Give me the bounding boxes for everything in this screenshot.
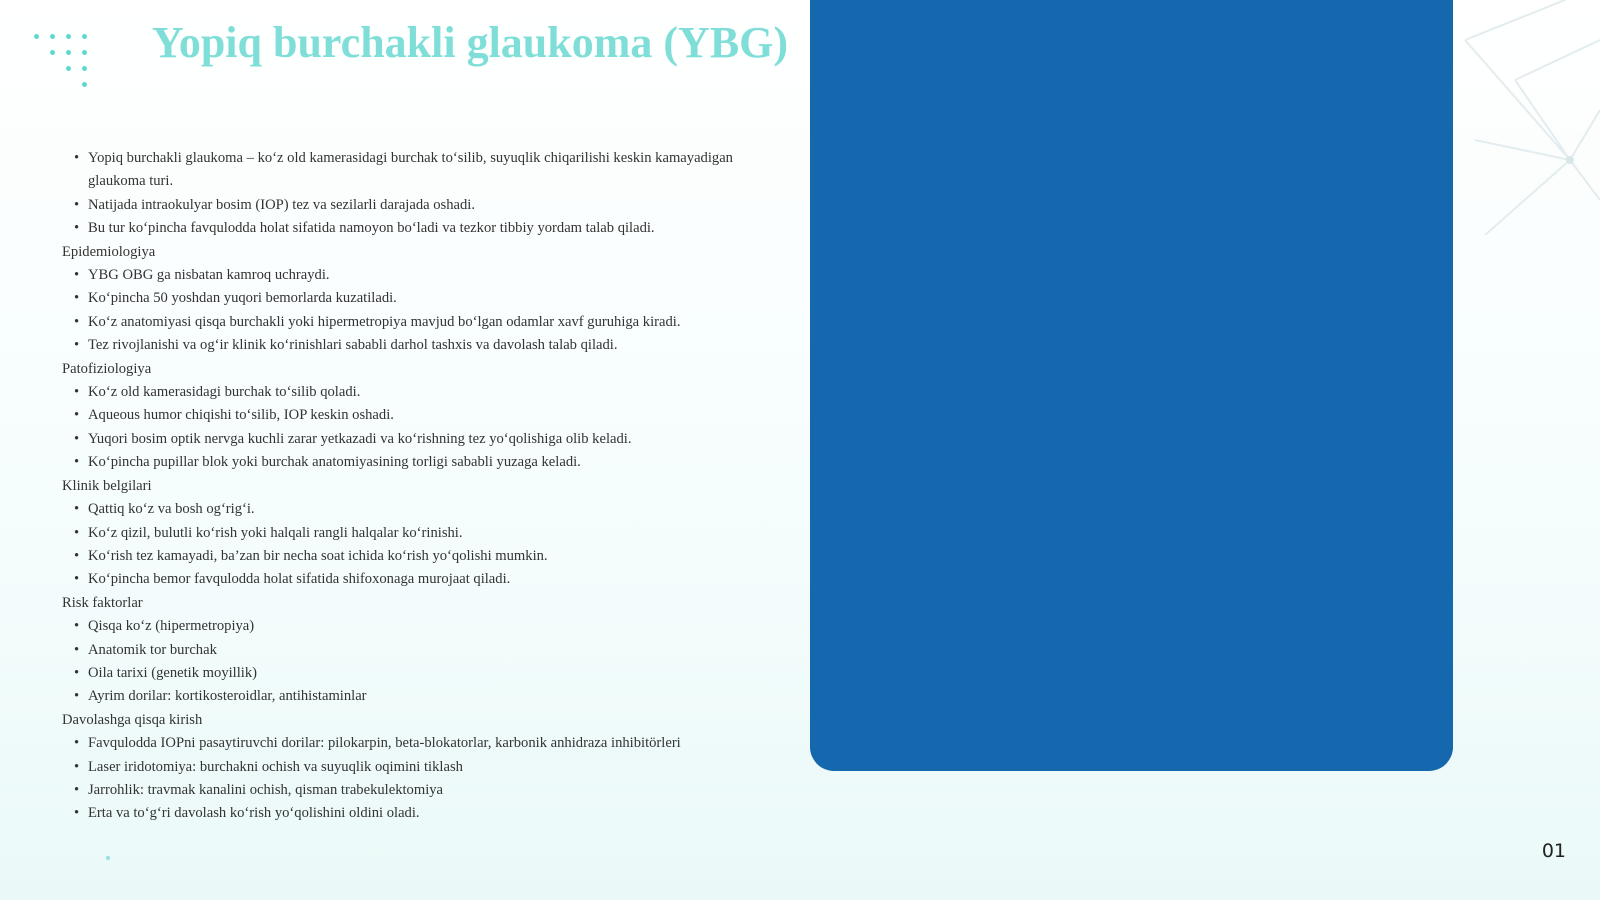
list-item: • Qattiq ko‘z va bosh og‘rig‘i. xyxy=(62,498,792,521)
epidemiology-list xyxy=(62,264,792,358)
clinical-signs-list xyxy=(62,498,792,592)
list-item: • Erta va to‘g‘ri davolash ko‘rish yo‘qolishini oldini oladi. xyxy=(62,802,792,825)
list-item: • Oila tarixi (genetik moyillik) xyxy=(62,662,792,685)
list-item: • Favqulodda IOPni pasaytiruvchi dorilar: pilokarpin, beta-blokatorlar, karbonik anhidraza inhibitörleri xyxy=(62,732,792,755)
list-item: • Ko‘z qizil, bulutli ko‘rish yoki halqali rangli halqalar ko‘rinishi. xyxy=(62,522,792,545)
list-item: • Yuqori bosim optik nervga kuchli zarar yetkazadi va ko‘rishning tez yo‘qolishiga olib keladi. xyxy=(62,428,792,451)
section-heading-risk-factors: Risk faktorlar xyxy=(62,594,143,611)
list-item: • Bu tur ko‘pincha favqulodda holat sifatida namoyon bo‘ladi va tezkor tibbiy yordam talab qiladi. xyxy=(62,217,792,240)
image-placeholder-panel xyxy=(810,0,1453,771)
list-item: • YBG OBG ga nisbatan kamroq uchraydi. xyxy=(62,264,792,287)
section-heading-epidemiology: Epidemiologiya xyxy=(62,243,156,260)
slide-content xyxy=(62,147,792,826)
list-item: • Jarrohlik: travmak kanalini ochish, qisman trabekulektomiya xyxy=(62,779,792,802)
decorative-dot-grid xyxy=(34,34,94,90)
section-heading-clinical-signs: Klinik belgilari xyxy=(62,477,152,494)
section-heading-pathophysiology: Patofiziologiya xyxy=(62,360,152,377)
list-item: • Yopiq burchakli glaukoma – ko‘z old kamerasidagi burchak to‘silib, suyuqlik chiqarilishi keskin kamayadigan glaukoma turi. xyxy=(62,147,792,194)
slide-title: Yopiq burchakli glaukoma (YBG) xyxy=(151,18,789,67)
list-item: • Tez rivojlanishi va og‘ir klinik ko‘rinishlari sababli darhol tashxis va davolash talab qiladi. xyxy=(62,334,792,357)
page-number: 01 xyxy=(1541,840,1566,862)
list-item: • Natijada intraokulyar bosim (IOP) tez va sezilarli darajada oshadi. xyxy=(62,194,792,217)
list-item: • Anatomik tor burchak xyxy=(62,639,792,662)
decorative-mesh-pattern xyxy=(1455,0,1600,235)
treatment-list xyxy=(62,732,792,826)
list-item: • Qisqa ko‘z (hipermetropiya) xyxy=(62,615,792,638)
list-item: • Ko‘z anatomiyasi qisqa burchakli yoki hipermetropiya mavjud bo‘lgan odamlar xavf guruhiga kiradi. xyxy=(62,311,792,334)
list-item: • Ayrim dorilar: kortikosteroidlar, antihistaminlar xyxy=(62,685,792,708)
pathophysiology-list xyxy=(62,381,792,475)
section-heading-treatment: Davolashga qisqa kirish xyxy=(62,711,203,728)
list-item: • Ko‘rish tez kamayadi, ba’zan bir necha soat ichida ko‘rish yo‘qolishi mumkin. xyxy=(62,545,792,568)
risk-factors-list xyxy=(62,615,792,709)
intro-list xyxy=(62,147,792,241)
list-item: • Ko‘pincha pupillar blok yoki burchak anatomiyasining torligi sababli yuzaga keladi. xyxy=(62,451,792,474)
list-item: • Aqueous humor chiqishi to‘silib, IOP keskin oshadi. xyxy=(62,404,792,427)
list-item: • Ko‘pincha bemor favqulodda holat sifatida shifoxonaga murojaat qiladi. xyxy=(62,568,792,591)
decorative-dot xyxy=(106,856,110,860)
list-item: • Ko‘pincha 50 yoshdan yuqori bemorlarda kuzatiladi. xyxy=(62,287,792,310)
list-item: • Laser iridotomiya: burchakni ochish va suyuqlik oqimini tiklash xyxy=(62,756,792,779)
list-item: • Ko‘z old kamerasidagi burchak to‘silib qoladi. xyxy=(62,381,792,404)
